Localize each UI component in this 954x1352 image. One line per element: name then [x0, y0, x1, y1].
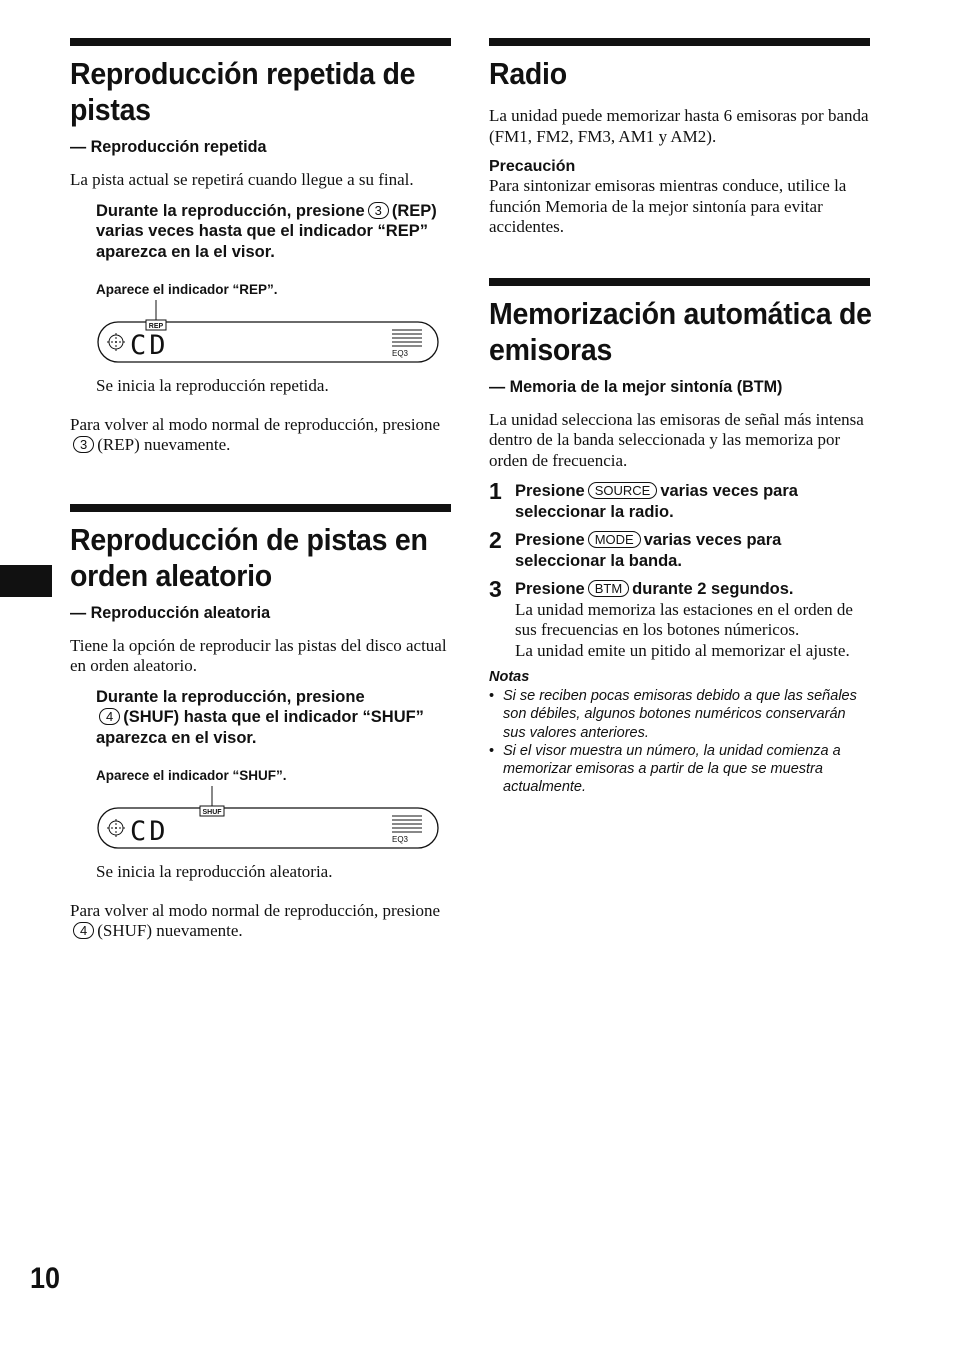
section-rule	[489, 278, 870, 286]
key-3-button-glyph: 3	[368, 202, 389, 219]
section-tab-marker	[0, 565, 52, 597]
repeat-caption: Aparece el indicador “REP”.	[96, 282, 278, 297]
step-3: 3 Presione BTM durante 2 segundos. La unidad memoriza las estaciones en el orden de sus frecuencias en los botones númericos. La unidad emite un pitido al memorizar el ajuste.	[489, 579, 870, 661]
step-1: 1 Presione SOURCE varias veces para seleccionar la radio.	[489, 478, 798, 521]
caution-text: Para sintonizar emisoras mientras conduce, utilice la función Memoria de la mejor sintonía para evitar accidentes.	[489, 176, 847, 236]
indicator-shuf-label: SHUF	[202, 809, 222, 816]
section-subtitle-btm: — Memoria de la mejor sintonía (BTM)	[489, 376, 783, 396]
eq-label: EQ3	[392, 349, 409, 358]
note-item: • Si el visor muestra un número, la unidad comienza a memorizar emisoras a partir de la que se muestra actualmente.	[489, 742, 841, 796]
key-4-button-glyph-back: 4	[73, 922, 94, 939]
step-number: 3	[489, 576, 502, 602]
repeat-back-instruction: Para volver al modo normal de reproducción, presione3 (REP) nuevamente.	[70, 414, 441, 454]
section-title-shuffle-line2: orden aleatorio	[70, 557, 272, 593]
repeat-instruction: Durante la reproducción, presione 3 (REP) varias veces hasta que el indicador “REP” aparezca en la el visor.	[96, 201, 437, 261]
section-rule	[70, 504, 451, 512]
eq-label: EQ3	[392, 835, 409, 844]
step-2: 2 Presione MODE varias veces para seleccionar la banda.	[489, 527, 782, 570]
btm-intro: La unidad selecciona las emisoras de señal más intensa dentro de la banda seleccionada y las memoriza por orden de frecuencia.	[489, 409, 864, 470]
shuffle-intro: Tiene la opción de reproducir las pistas del disco actual en orden aleatorio.	[70, 635, 447, 675]
section-rule	[489, 38, 870, 46]
mode-key-glyph: MODE	[588, 531, 641, 548]
section-subtitle-repeat: — Reproducción repetida	[70, 137, 267, 156]
display-illustration-shuf	[96, 786, 442, 850]
page-number: 10	[30, 1262, 61, 1295]
step-number: 1	[489, 478, 502, 504]
key-4-button-glyph: 4	[99, 708, 120, 725]
section-title-repeat-line1: Reproducción repetida de	[70, 56, 416, 91]
step-3-desc-2: La unidad emite un pitido al memorizar el ajuste.	[515, 640, 850, 660]
section-title-repeat-line2: pistas	[70, 92, 151, 127]
indicator-rep-label: REP	[148, 323, 164, 330]
repeat-intro: La pista actual se repetirá cuando llegue a su final.	[70, 170, 414, 189]
right-column	[489, 38, 870, 797]
section-title-btm-line2: emisoras	[489, 331, 613, 367]
btm-key-glyph: BTM	[588, 580, 629, 597]
display-illustration-rep	[96, 300, 442, 364]
shuffle-instruction: Durante la reproducción, presione 4 (SHUF) hasta que el indicador “SHUF” aparezca en el visor.	[96, 687, 424, 747]
repeat-result: Se inicia la reproducción repetida.	[96, 376, 329, 395]
display-cd-text: CD	[130, 816, 169, 847]
step-number: 2	[489, 527, 502, 553]
caution-heading: Precaución	[489, 158, 576, 175]
step-3-desc-1: La unidad memoriza las estaciones en el orden de sus frecuencias en los botones númericos.	[515, 599, 853, 639]
key-3-button-glyph-back: 3	[73, 436, 94, 453]
note-item: • Si se reciben pocas emisoras debido a que las señales son débiles, algunos botones numéricos conservarán sus valores anteriores.	[489, 688, 857, 741]
shuffle-result: Se inicia la reproducción aleatoria.	[96, 862, 333, 881]
section-title-btm-line1: Memorización automática de	[489, 295, 872, 331]
section-subtitle-shuffle: — Reproducción aleatoria	[70, 602, 271, 622]
radio-intro: La unidad puede memorizar hasta 6 emisoras por banda (FM1, FM2, FM3, AM1 y AM2).	[489, 106, 869, 146]
source-key-glyph: SOURCE	[588, 482, 658, 499]
steps-list	[489, 478, 870, 661]
section-title-radio: Radio	[489, 56, 567, 91]
shuffle-caption: Aparece el indicador “SHUF”.	[96, 768, 287, 783]
section-rule	[70, 38, 451, 46]
notes-heading: Notas	[489, 669, 530, 685]
left-column	[70, 38, 451, 952]
display-cd-text: CD	[130, 330, 169, 361]
section-title-shuffle-line1: Reproducción de pistas en	[70, 521, 428, 557]
shuffle-back-instruction: Para volver al modo normal de reproducción, presione4 (SHUF) nuevamente.	[70, 900, 441, 940]
